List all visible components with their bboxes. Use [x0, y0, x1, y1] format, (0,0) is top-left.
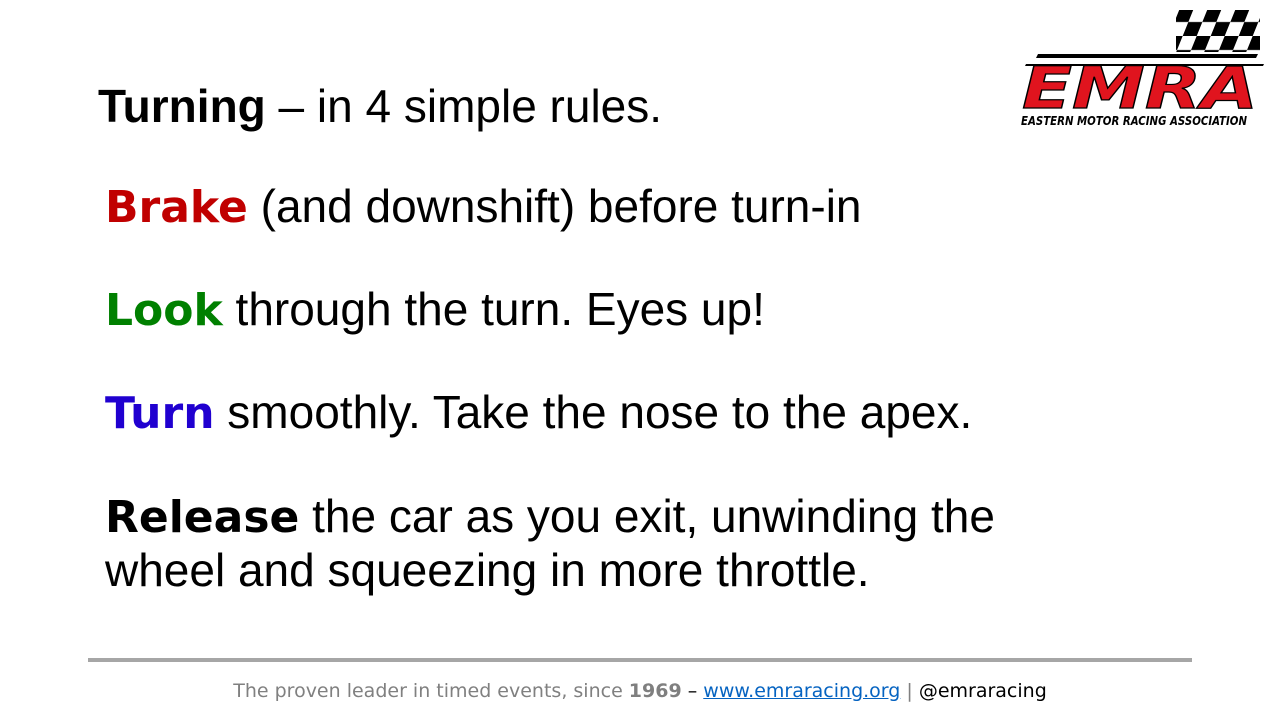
logo-tagline: EASTERN MOTOR RACING ASSOCIATION	[1021, 113, 1248, 128]
rule-look	[105, 283, 765, 337]
footer-divider	[88, 658, 1192, 662]
rule-release	[105, 490, 1105, 597]
rule-text-turn: smoothly. Take the nose to the apex.	[214, 386, 973, 438]
footer	[0, 678, 1280, 704]
rule-text-look: through the turn. Eyes up!	[222, 283, 765, 335]
title-rest: – in 4 simple rules.	[265, 80, 663, 132]
slide-title	[98, 78, 662, 134]
title-strong: Turning	[98, 80, 266, 132]
checkered-flag-icon	[1176, 10, 1260, 52]
footer-dash: –	[681, 680, 704, 702]
footer-handle: @emraracing	[918, 680, 1047, 702]
logo-wordmark: EMRA	[1022, 54, 1258, 122]
rule-turn	[105, 386, 972, 440]
rule-text-brake: (and downshift) before turn-in	[247, 180, 862, 232]
footer-lead: The proven leader in timed events, since	[233, 680, 629, 702]
footer-separator: |	[900, 680, 919, 702]
rule-keyword-release: Release	[105, 492, 300, 543]
rule-brake	[105, 180, 862, 234]
footer-year: 1969	[628, 680, 682, 702]
emra-wordmark	[1022, 54, 1258, 122]
footer-website-link[interactable]: www.emraracing.org	[703, 680, 901, 702]
rule-keyword-look: Look	[105, 285, 223, 336]
rule-keyword-brake: Brake	[105, 182, 248, 233]
rule-text-release: the car as you exit, unwinding the wheel and squeezing in more throttle.	[105, 490, 995, 596]
emra-logo	[1012, 8, 1268, 132]
rule-keyword-turn: Turn	[105, 388, 215, 439]
